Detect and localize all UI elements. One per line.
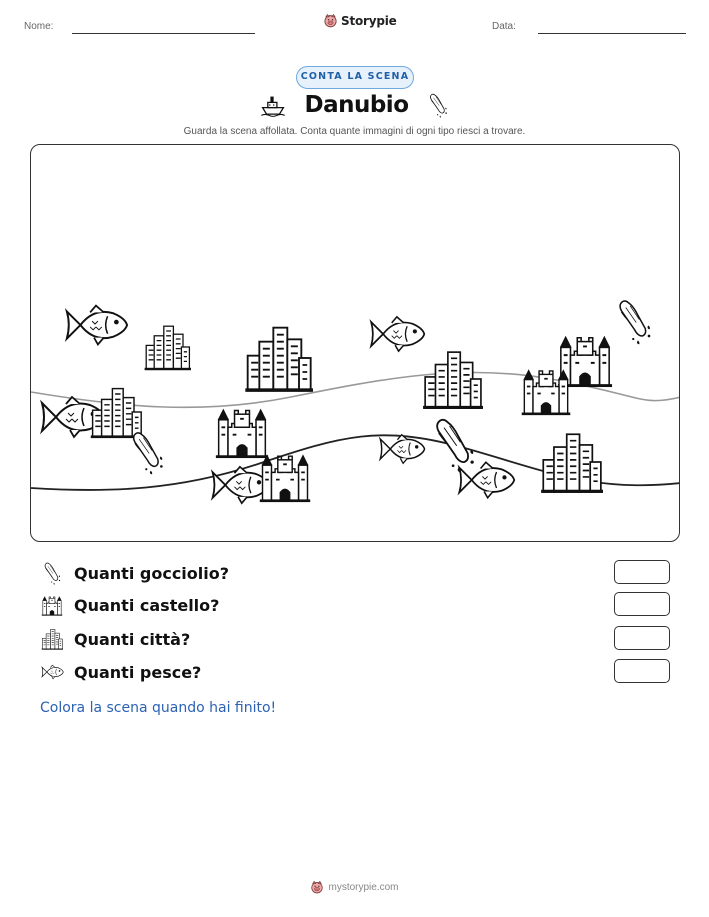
castle-icon: [40, 593, 64, 617]
footer-url: mystorypie.com: [328, 881, 399, 893]
fish-icon: [213, 467, 269, 503]
date-label: Data:: [492, 21, 516, 32]
question-row: [40, 659, 670, 685]
answer-box[interactable]: [614, 592, 670, 616]
scene-canvas: [31, 145, 680, 542]
drip-icon: [134, 433, 163, 474]
question-text: Quanti gocciolio?: [74, 563, 230, 583]
question-row: [40, 626, 670, 652]
fish-icon: [371, 317, 424, 351]
page-title: Danubio: [304, 92, 409, 118]
color-note: Colora la scena quando hai finito!: [40, 700, 277, 716]
fish-icon: [40, 660, 64, 684]
brand-logo: [323, 13, 397, 28]
ship-icon: [260, 93, 286, 117]
answer-box[interactable]: [614, 626, 670, 650]
activity-badge: CONTA LA SCENA: [296, 66, 414, 89]
city-icon: [423, 352, 483, 409]
drip-icon: [427, 92, 449, 118]
city-icon: [40, 627, 64, 651]
city-icon: [91, 389, 143, 439]
fish-icon: [380, 435, 424, 464]
drip-icon: [437, 420, 474, 472]
counting-scene[interactable]: [30, 144, 680, 542]
question-text: Quanti città?: [74, 629, 191, 649]
question-row: [40, 560, 670, 586]
question-text: Quanti pesce?: [74, 662, 202, 682]
name-label: Nome:: [24, 21, 54, 32]
pig-icon: [310, 880, 324, 894]
fish-icon: [459, 462, 514, 497]
footer: [0, 880, 709, 894]
fish-icon: [67, 306, 127, 345]
drip-icon: [40, 561, 64, 585]
pig-icon: [323, 13, 338, 28]
castle-icon: [260, 454, 310, 502]
city-icon: [245, 328, 313, 392]
city-icon: [145, 326, 191, 370]
answer-box[interactable]: [614, 659, 670, 683]
drip-icon: [620, 301, 650, 344]
question-row: [40, 592, 670, 618]
castle-icon: [522, 369, 571, 415]
answer-box[interactable]: [614, 560, 670, 584]
city-icon: [541, 434, 603, 493]
instructions: Guarda la scena affollata. Conta quante immagini di ogni tipo riesci a trovare.: [183, 126, 526, 137]
title-row: [0, 92, 709, 118]
castle-icon: [216, 409, 268, 458]
question-text: Quanti castello?: [74, 595, 220, 615]
name-field[interactable]: [72, 33, 255, 34]
date-field[interactable]: [538, 33, 686, 34]
brand-name: Storypie: [341, 13, 397, 28]
